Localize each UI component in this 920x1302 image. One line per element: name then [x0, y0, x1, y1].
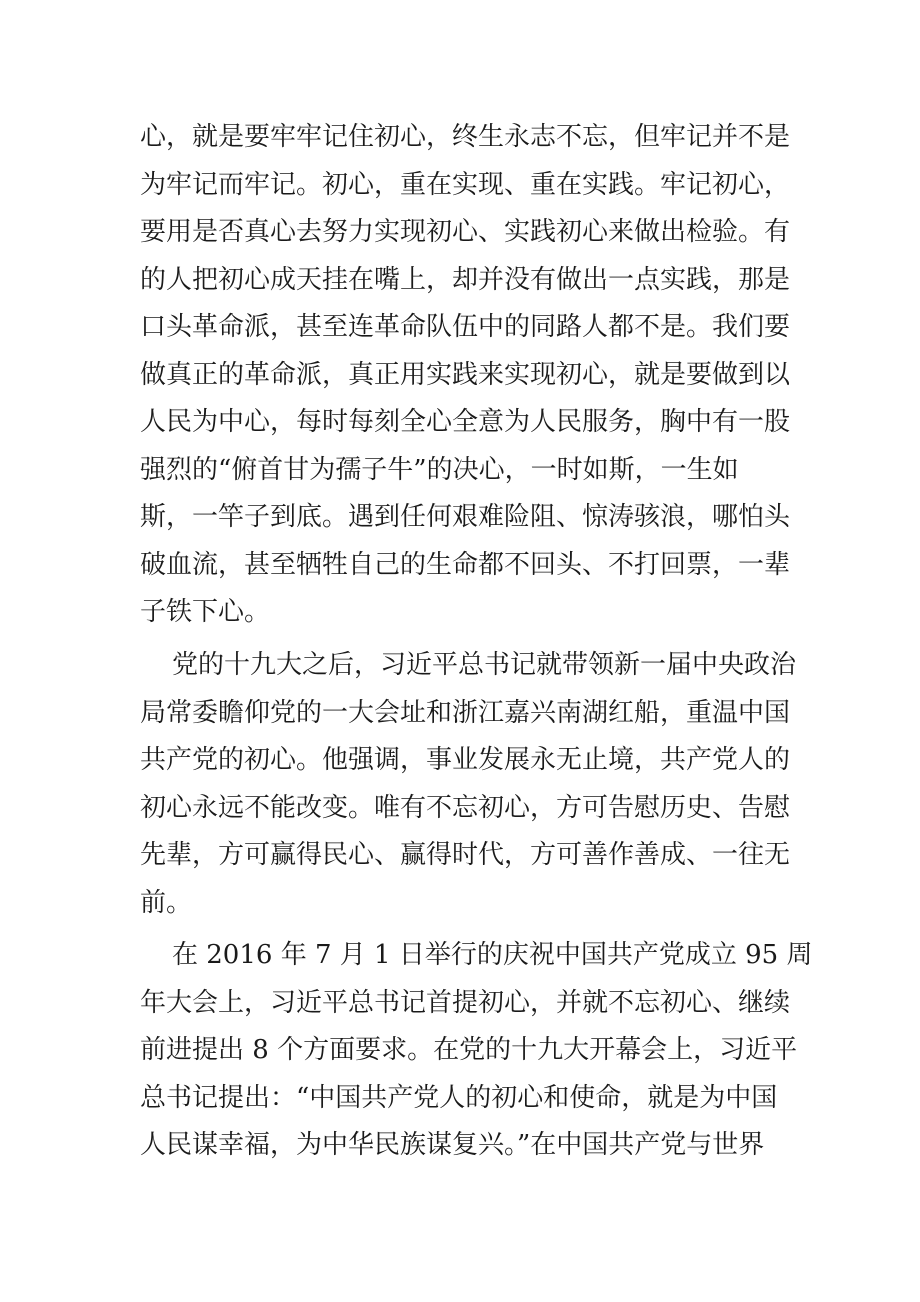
text-line: 人民谋幸福，为中华民族谋复兴。”在中国共产党与世界: [140, 1130, 765, 1160]
text-line: 党的十九大之后，习近平总书记就带领新一届中央政治: [172, 650, 797, 680]
text-line: 在 2016 年 7 月 1 日举行的庆祝中国共产党成立 95 周: [172, 940, 813, 970]
text-line: 总书记提出：“中国共产党人的初心和使命，就是为中国: [140, 1082, 778, 1113]
text-line: 要用是否真心去努力实现初心、实践初心来做出检验。有: [140, 217, 791, 247]
text-line: 强烈的“俯首甘为孺子牛”的决心，一时如斯，一生如: [140, 454, 739, 485]
text-line: 的人把初心成天挂在嘴上，却并没有做出一点实践，那是: [140, 264, 791, 295]
text-line: 初心永远不能改变。唯有不忘初心，方可告慰历史、告慰: [140, 792, 791, 823]
text-line: 为牢记而牢记。初心，重在实现、重在实践。牢记初心，: [140, 169, 791, 200]
text-line: 口头革命派，甚至连革命队伍中的同路人都不是。我们要: [140, 312, 791, 342]
text-line: 年大会上，习近平总书记首提初心，并就不忘初心、继续: [140, 987, 791, 1018]
text-line: 斯，一竿子到底。遇到任何艰难险阻、惊涛骇浪，哪怕头: [140, 502, 791, 532]
paragraph-3: [140, 932, 813, 1170]
text-line: 破血流，甚至牺牲自己的生命都不回头、不打回票，一辈: [140, 549, 791, 580]
text-line: 前进提出 8 个方面要求。在党的十九大开幕会上，习近平: [140, 1035, 798, 1065]
paragraph-1: [140, 114, 791, 637]
text-line: 先辈，方可赢得民心、赢得时代，方可善作善成、一往无: [140, 840, 791, 870]
text-line: 子铁下心。: [140, 597, 271, 627]
text-line: 共产党的初心。他强调，事业发展永无止境，共产党人的: [140, 745, 791, 775]
text-line: 做真正的革命派，真正用实践来实现初心，就是要做到以: [140, 359, 791, 390]
text-line: 前。: [140, 887, 193, 918]
paragraph-2: [140, 642, 797, 927]
text-line: 心，就是要牢牢记住初心，终生永志不忘，但牢记并不是: [140, 122, 791, 152]
text-line: 局常委瞻仰党的一大会址和浙江嘉兴南湖红船，重温中国: [140, 697, 791, 728]
text-line: 人民为中心，每时每刻全心全意为人民服务，胸中有一股: [140, 407, 791, 437]
